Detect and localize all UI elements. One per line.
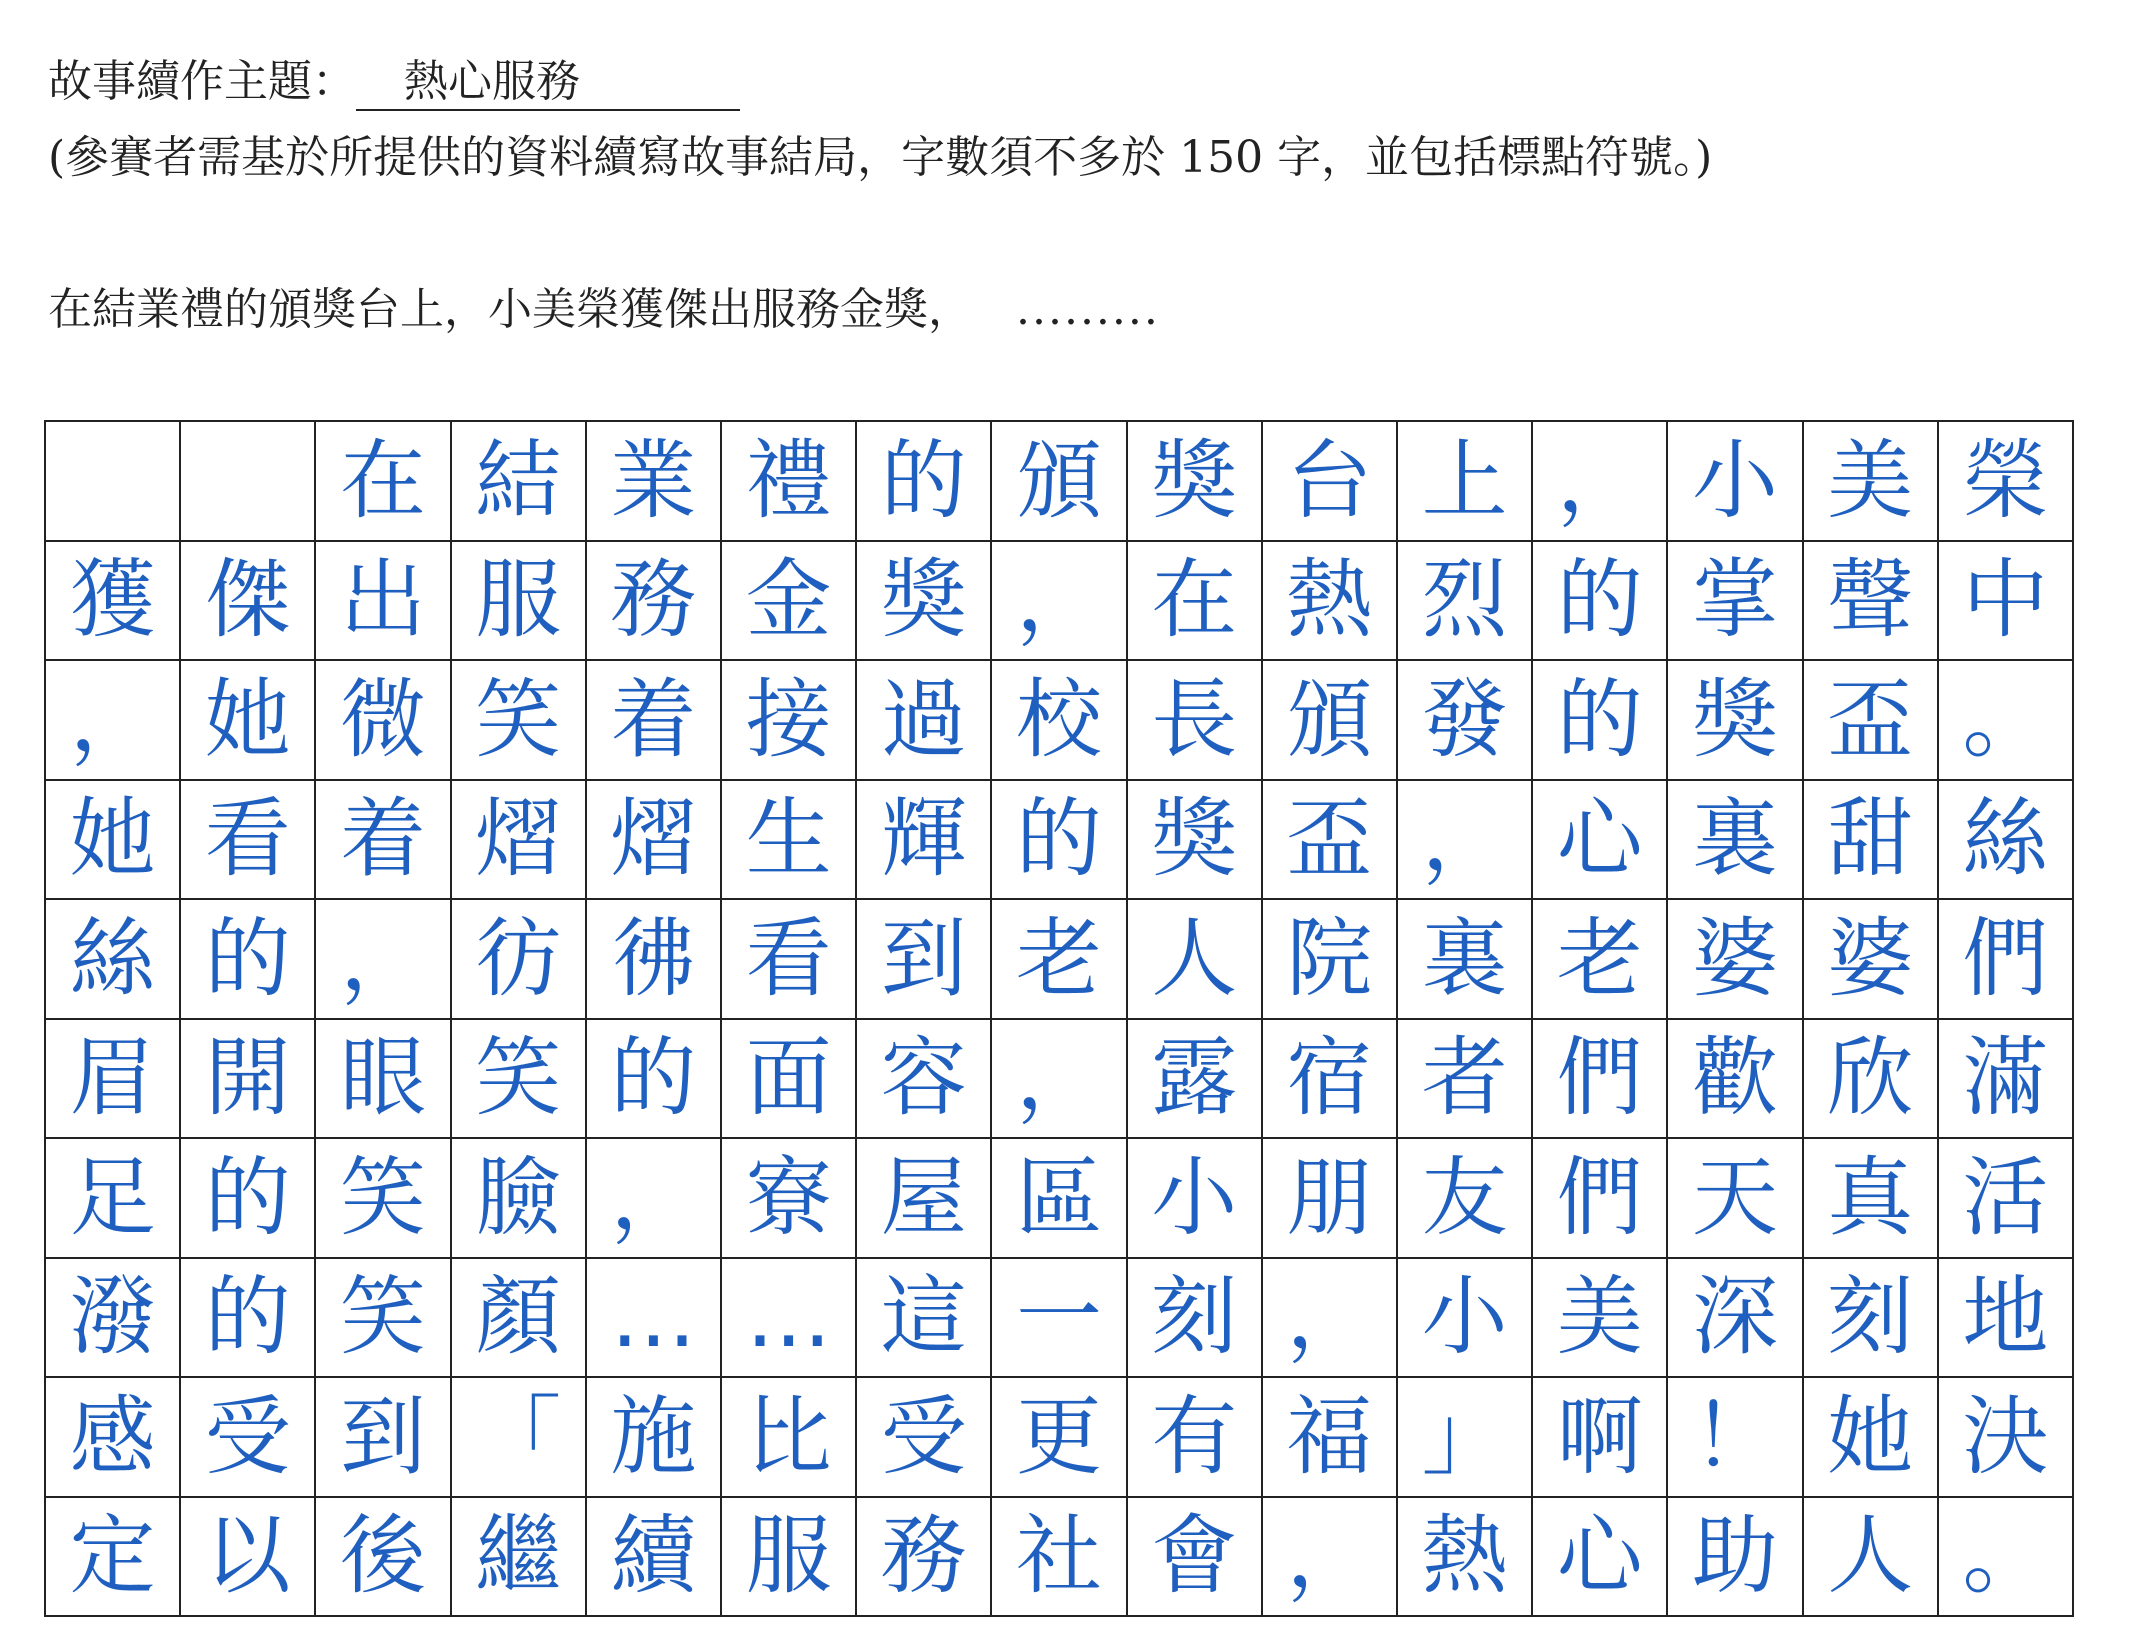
grid-cell: 長 <box>1128 661 1263 781</box>
story-prompt-text: 在結業禮的頒獎台上，小美榮獲傑出服務金獎， <box>48 284 972 335</box>
grid-cell: 彷 <box>452 900 587 1020</box>
grid-cell: 獎 <box>1668 661 1803 781</box>
grid-cell: 婆 <box>1668 900 1803 1020</box>
grid-cell: 繼 <box>452 1498 587 1618</box>
grid-cell: 潑 <box>46 1259 181 1379</box>
grid-cell: 絲 <box>46 900 181 1020</box>
grid-cell: 彿 <box>587 900 722 1020</box>
grid-cell: 受 <box>857 1378 992 1498</box>
grid-cell: 熠 <box>452 781 587 901</box>
grid-cell: 臉 <box>452 1139 587 1259</box>
grid-cell: 「 <box>452 1378 587 1498</box>
grid-cell: 台 <box>1263 422 1398 542</box>
grid-cell: 笑 <box>452 1020 587 1140</box>
grid-cell: 的 <box>181 900 316 1020</box>
grid-cell: 們 <box>1939 900 2074 1020</box>
grid-cell: 盃 <box>1804 661 1939 781</box>
grid-cell: 比 <box>722 1378 857 1498</box>
grid-cell: 面 <box>722 1020 857 1140</box>
grid-cell: ， <box>1533 422 1668 542</box>
grid-cell: 啊 <box>1533 1378 1668 1498</box>
grid-cell: 活 <box>1939 1139 2074 1259</box>
grid-cell: 到 <box>316 1378 451 1498</box>
grid-cell: 一 <box>992 1259 1127 1379</box>
grid-cell: 上 <box>1398 422 1533 542</box>
grid-cell: 絲 <box>1939 781 2074 901</box>
grid-cell: 盃 <box>1263 781 1398 901</box>
grid-cell: 在 <box>1128 542 1263 662</box>
grid-cell: 頒 <box>992 422 1127 542</box>
grid-cell: ， <box>46 661 181 781</box>
grid-cell: 福 <box>1263 1378 1398 1498</box>
grid-cell: 笑 <box>316 1259 451 1379</box>
grid-cell: 輝 <box>857 781 992 901</box>
grid-cell: 出 <box>316 542 451 662</box>
grid-cell: 助 <box>1668 1498 1803 1618</box>
grid-cell: 定 <box>46 1498 181 1618</box>
grid-cell: 的 <box>181 1139 316 1259</box>
grid-cell: 社 <box>992 1498 1127 1618</box>
grid-cell: 美 <box>1533 1259 1668 1379</box>
grid-cell: ， <box>1398 781 1533 901</box>
grid-cell: 她 <box>181 661 316 781</box>
grid-cell: 甜 <box>1804 781 1939 901</box>
grid-cell: 們 <box>1533 1139 1668 1259</box>
grid-cell: 小 <box>1398 1259 1533 1379</box>
topic-label: 故事續作主題： <box>48 56 356 107</box>
grid-cell: 宿 <box>1263 1020 1398 1140</box>
grid-cell: 傑 <box>181 542 316 662</box>
topic-line <box>48 52 740 112</box>
grid-cell: 接 <box>722 661 857 781</box>
story-prompt <box>48 280 1160 340</box>
grid-cell: 微 <box>316 661 451 781</box>
grid-cell: 續 <box>587 1498 722 1618</box>
grid-cell: 滿 <box>1939 1020 2074 1140</box>
grid-cell: 心 <box>1533 1498 1668 1618</box>
grid-cell: 看 <box>722 900 857 1020</box>
grid-cell: 禮 <box>722 422 857 542</box>
grid-cell: ， <box>992 1020 1127 1140</box>
grid-cell: 的 <box>1533 661 1668 781</box>
grid-cell: 烈 <box>1398 542 1533 662</box>
grid-cell: ， <box>587 1139 722 1259</box>
grid-cell: 掌 <box>1668 542 1803 662</box>
grid-cell: 獎 <box>1128 781 1263 901</box>
grid-cell: 業 <box>587 422 722 542</box>
grid-cell: 。 <box>1939 1498 2074 1618</box>
grid-cell: 天 <box>1668 1139 1803 1259</box>
grid-cell: 顏 <box>452 1259 587 1379</box>
grid-cell: 到 <box>857 900 992 1020</box>
grid-cell: 感 <box>46 1378 181 1498</box>
grid-cell: 中 <box>1939 542 2074 662</box>
grid-cell: 務 <box>857 1498 992 1618</box>
story-prompt-ellipsis: ......... <box>1016 284 1160 335</box>
grid-cell: 頒 <box>1263 661 1398 781</box>
grid-cell: ， <box>1263 1498 1398 1618</box>
grid-cell: 寮 <box>722 1139 857 1259</box>
grid-cell: 這 <box>857 1259 992 1379</box>
grid-cell: 結 <box>452 422 587 542</box>
grid-cell: 真 <box>1804 1139 1939 1259</box>
grid-cell: 她 <box>46 781 181 901</box>
grid-cell: 笑 <box>452 661 587 781</box>
grid-cell: 足 <box>46 1139 181 1259</box>
grid-cell: 着 <box>316 781 451 901</box>
grid-cell: 獎 <box>1128 422 1263 542</box>
topic-value: 熱心服務 <box>356 55 740 111</box>
grid-cell: 的 <box>181 1259 316 1379</box>
grid-cell: 眉 <box>46 1020 181 1140</box>
grid-cell: 後 <box>316 1498 451 1618</box>
grid-cell: 地 <box>1939 1259 2074 1379</box>
grid-cell: 深 <box>1668 1259 1803 1379</box>
rules-text: (參賽者需基於所提供的資料續寫故事結局，字數須不多於 150 字，並包括標點符號。) <box>48 132 1713 183</box>
grid-cell: 小 <box>1128 1139 1263 1259</box>
grid-cell: 的 <box>1533 542 1668 662</box>
grid-cell: 們 <box>1533 1020 1668 1140</box>
grid-cell: 受 <box>181 1378 316 1498</box>
grid-cell: 刻 <box>1804 1259 1939 1379</box>
grid-cell: 有 <box>1128 1378 1263 1498</box>
grid-cell: 院 <box>1263 900 1398 1020</box>
grid-cell: 老 <box>1533 900 1668 1020</box>
grid-cell: 。 <box>1939 661 2074 781</box>
grid-cell: 的 <box>587 1020 722 1140</box>
grid-cell: 友 <box>1398 1139 1533 1259</box>
grid-cell: 服 <box>452 542 587 662</box>
grid-cell: 婆 <box>1804 900 1939 1020</box>
grid-cell: 者 <box>1398 1020 1533 1140</box>
grid-cell: 美 <box>1804 422 1939 542</box>
grid-cell: 會 <box>1128 1498 1263 1618</box>
grid-cell: 校 <box>992 661 1127 781</box>
grid-cell: 過 <box>857 661 992 781</box>
grid-cell: 以 <box>181 1498 316 1618</box>
grid-cell: 的 <box>857 422 992 542</box>
grid-cell: 獎 <box>857 542 992 662</box>
grid-cell: 發 <box>1398 661 1533 781</box>
grid-cell: 生 <box>722 781 857 901</box>
grid-cell: 露 <box>1128 1020 1263 1140</box>
grid-cell: … <box>587 1259 722 1379</box>
grid-cell: 在 <box>316 422 451 542</box>
grid-cell: 施 <box>587 1378 722 1498</box>
grid-cell: 笑 <box>316 1139 451 1259</box>
grid-cell <box>46 422 181 542</box>
grid-cell: ， <box>992 542 1127 662</box>
grid-cell: 容 <box>857 1020 992 1140</box>
grid-cell: 心 <box>1533 781 1668 901</box>
grid-cell: … <box>722 1259 857 1379</box>
grid-cell: ， <box>316 900 451 1020</box>
grid-cell: 老 <box>992 900 1127 1020</box>
grid-cell: 眼 <box>316 1020 451 1140</box>
grid-cell: ， <box>1263 1259 1398 1379</box>
grid-cell: 她 <box>1804 1378 1939 1498</box>
grid-cell: 金 <box>722 542 857 662</box>
grid-cell: 裏 <box>1668 781 1803 901</box>
grid-cell: 裏 <box>1398 900 1533 1020</box>
grid-cell: 熱 <box>1398 1498 1533 1618</box>
grid-cell: ！ <box>1668 1378 1803 1498</box>
grid-cell: 朋 <box>1263 1139 1398 1259</box>
grid-cell: 欣 <box>1804 1020 1939 1140</box>
grid-cell: 熱 <box>1263 542 1398 662</box>
grid-cell: 聲 <box>1804 542 1939 662</box>
grid-cell: 更 <box>992 1378 1127 1498</box>
grid-cell: 屋 <box>857 1139 992 1259</box>
grid-cell: 歡 <box>1668 1020 1803 1140</box>
grid-cell: 」 <box>1398 1378 1533 1498</box>
grid-cell: 熠 <box>587 781 722 901</box>
writing-grid <box>44 420 2074 1617</box>
grid-cell: 小 <box>1668 422 1803 542</box>
grid-cell: 榮 <box>1939 422 2074 542</box>
grid-cell <box>181 422 316 542</box>
grid-cell: 看 <box>181 781 316 901</box>
grid-cell: 的 <box>992 781 1127 901</box>
grid-cell: 着 <box>587 661 722 781</box>
grid-cell: 開 <box>181 1020 316 1140</box>
grid-cell: 決 <box>1939 1378 2074 1498</box>
grid-cell: 人 <box>1128 900 1263 1020</box>
grid-cell: 區 <box>992 1139 1127 1259</box>
grid-cell: 獲 <box>46 542 181 662</box>
grid-cell: 人 <box>1804 1498 1939 1618</box>
grid-cell: 務 <box>587 542 722 662</box>
grid-cell: 服 <box>722 1498 857 1618</box>
grid-cell: 刻 <box>1128 1259 1263 1379</box>
